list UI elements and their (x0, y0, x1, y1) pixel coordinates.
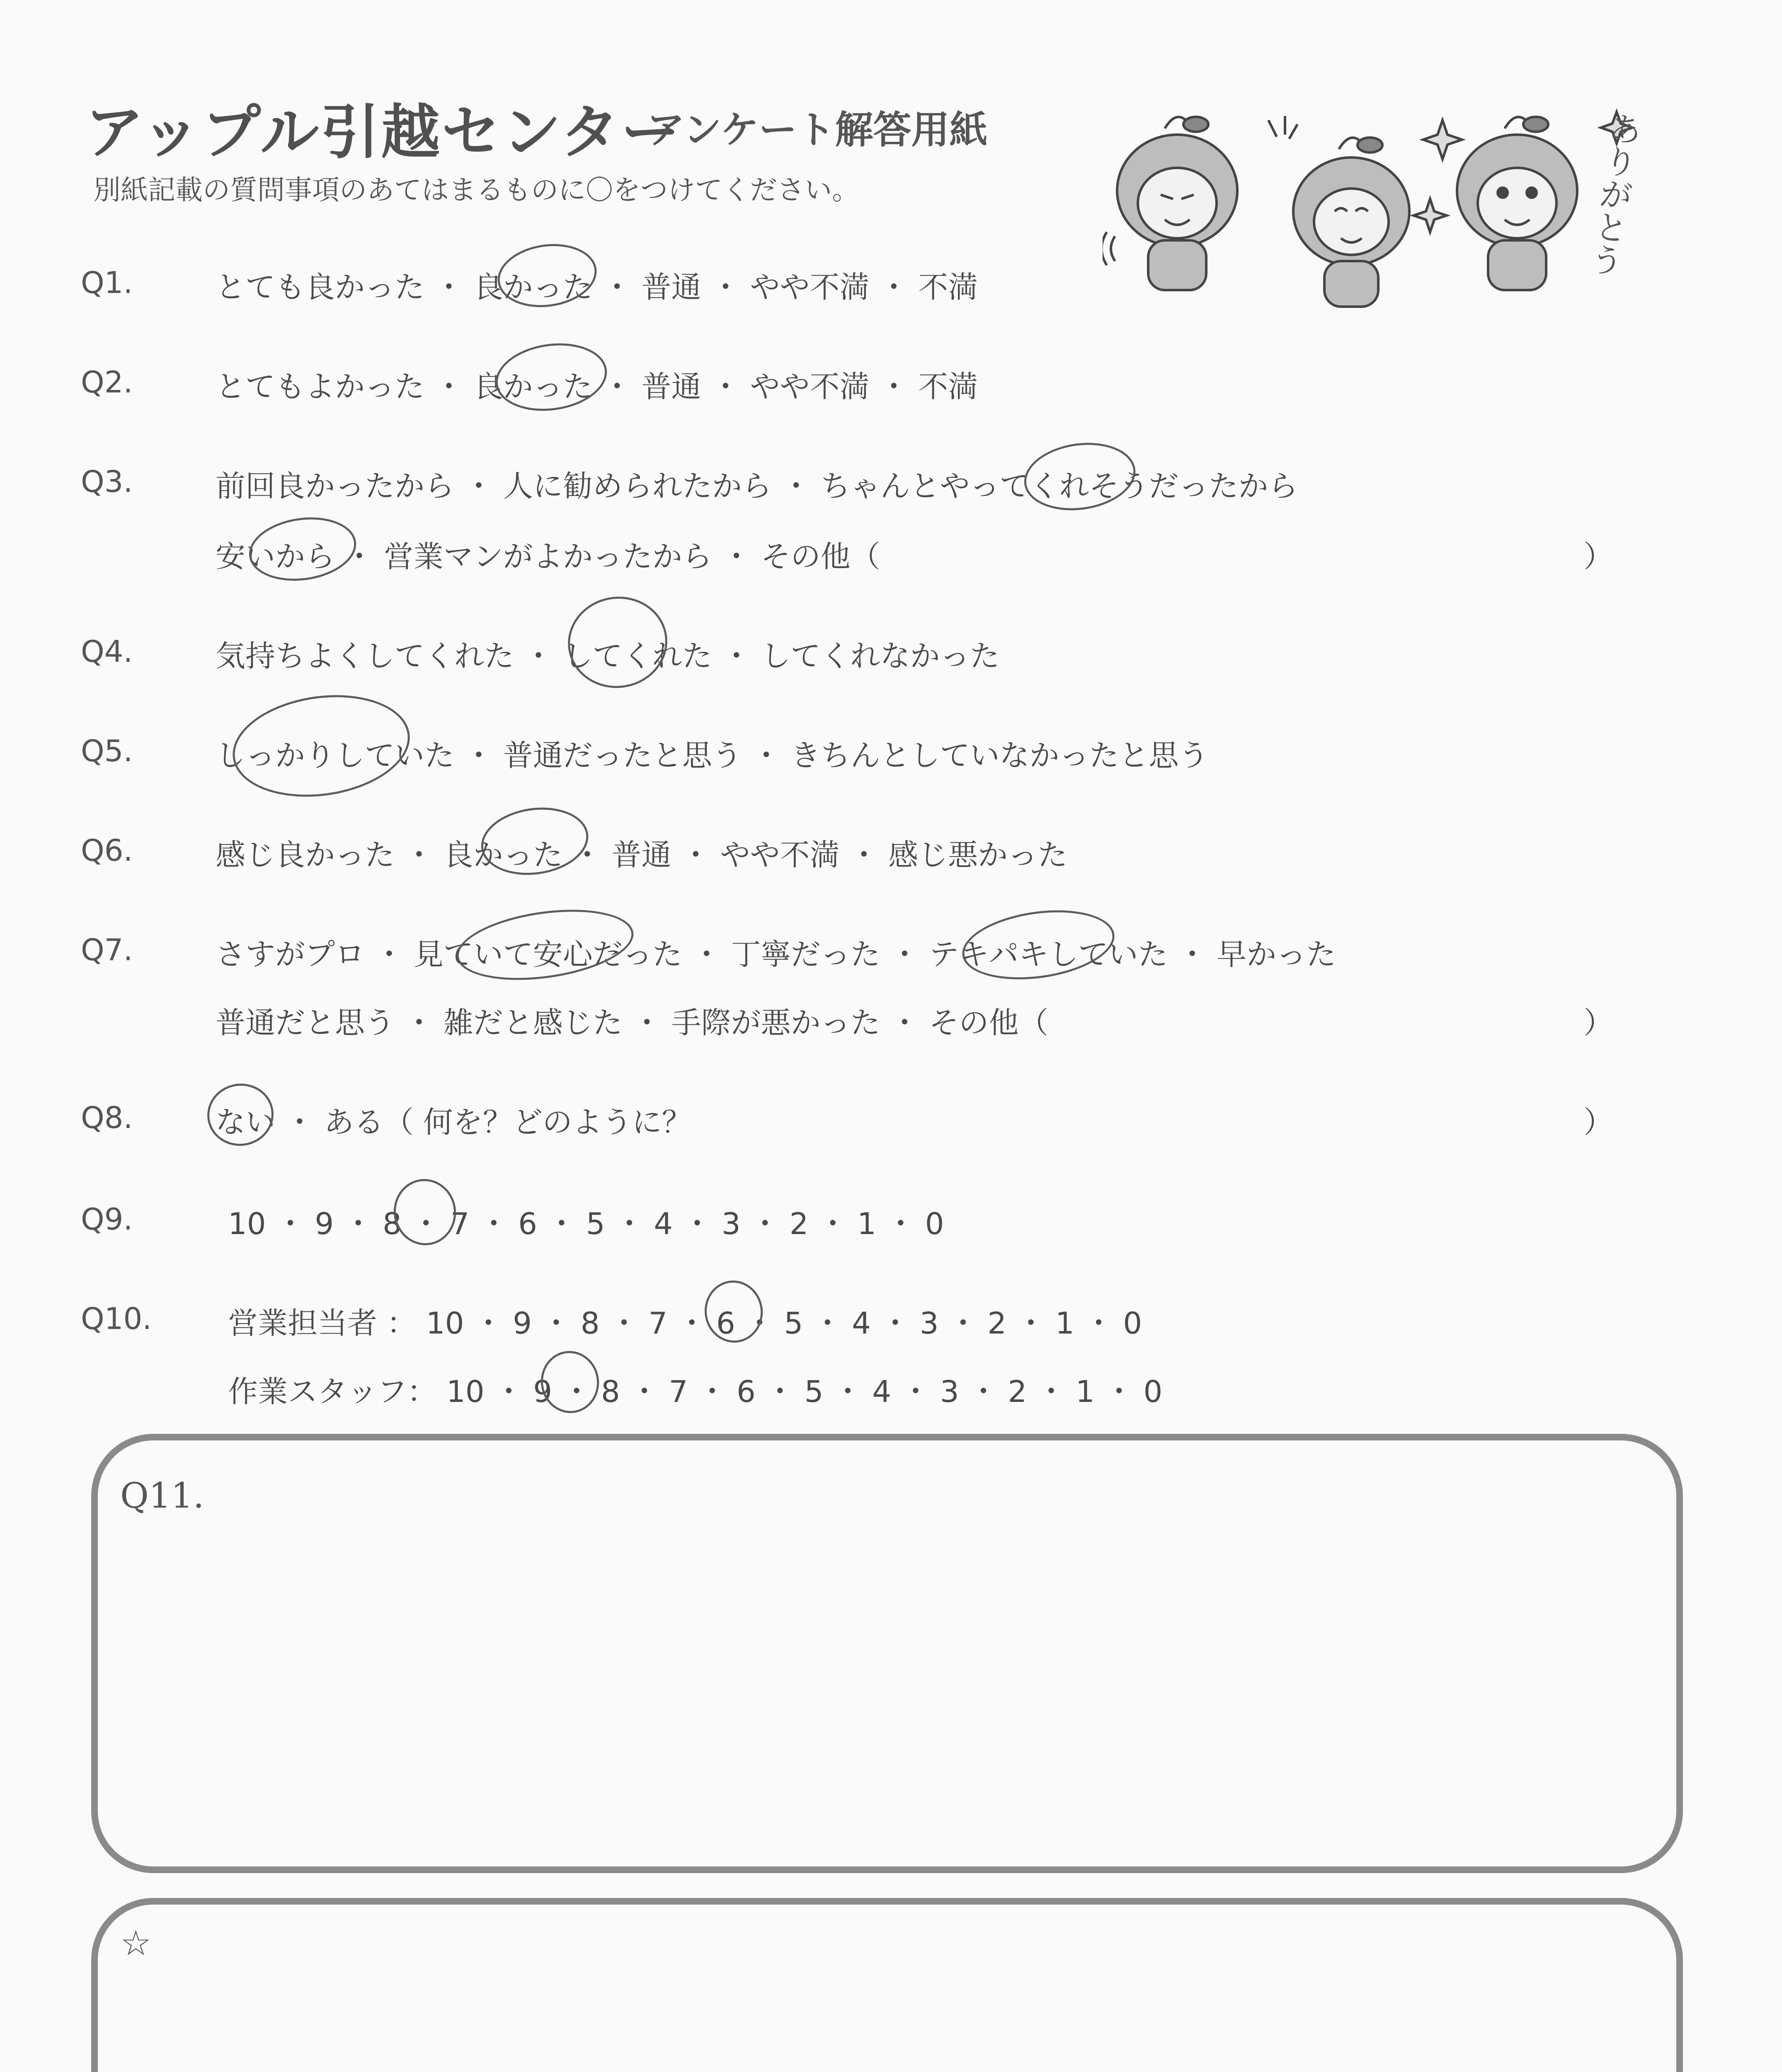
thanks-text: ありがとう (1583, 109, 1644, 279)
q10-label: Q10. (81, 1301, 152, 1336)
q7-close-paren: ） (1583, 1005, 1614, 1040)
monkey-mascot-middle (1268, 116, 1409, 307)
q9-scale[interactable]: 10 ・ 9 ・ 8 ・ 7 ・ 6 ・ 5 ・ 4 ・ 3 ・ 2 ・ 1 ・ 0 (228, 1206, 944, 1241)
q7-answer-circle-1 (452, 900, 638, 990)
q3-close-paren: ） (1583, 539, 1614, 574)
q7-label: Q7. (81, 932, 133, 967)
q8-close-paren: ） (1583, 1105, 1614, 1140)
q9-label: Q9. (81, 1202, 133, 1237)
q11-label: Q11. (120, 1475, 204, 1516)
q11-comment-box[interactable] (91, 1434, 1683, 1873)
q10-sales-scale[interactable]: 営業担当者 ： 10 ・ 9 ・ 8 ・ 7 ・ 6 ・ 5 ・ 4 ・ 3 ・ 2 ・ 1 ・ 0 (228, 1306, 1142, 1341)
q4-label: Q4. (81, 634, 133, 669)
q3-answer-circle-2 (245, 511, 360, 588)
monkey-mascot-left (1103, 117, 1237, 290)
survey-title: アップル引越センター (85, 98, 681, 167)
survey-subtitle: アンケート解答用紙 (647, 108, 988, 152)
star-comment-box[interactable] (91, 1898, 1683, 2072)
q1-label: Q1. (81, 265, 133, 300)
q3-options-line2[interactable]: 安いから ・ 営業マンがよかったから ・ その他（ (216, 539, 880, 574)
q3-label: Q3. (81, 464, 133, 499)
q3-options-line1[interactable]: 前回良かったから ・ 人に勧められたから ・ ちゃんとやってくれそうだったから (216, 469, 1298, 503)
q6-label: Q6. (81, 833, 133, 868)
q2-label: Q2. (81, 365, 133, 399)
q1-options[interactable]: とても良かった ・ 良かった ・ 普通 ・ やや不満 ・ 不満 (216, 270, 978, 305)
q7-answer-circle-2 (958, 901, 1119, 988)
q7-options-line2[interactable]: 普通だと思う ・ 雑だと感じた ・ 手際が悪かった ・ その他（ (216, 1005, 1049, 1040)
instruction-text: 別紙記載の質問事項のあてはまるものに〇をつけてください。 (93, 174, 859, 206)
q6-options[interactable]: 感じ良かった ・ 良かった ・ 普通 ・ やや不満 ・ 感じ悪かった (216, 838, 1068, 872)
star-label: ☆ (120, 1923, 152, 1963)
q10-staff-scale[interactable]: 作業スタッフ： 10 ・ 9 ・ 8 ・ 7 ・ 6 ・ 5 ・ 4 ・ 3 ・ 2 ・ 1 ・ 0 (228, 1374, 1163, 1409)
q5-options[interactable]: しっかりしていた ・ 普通だったと思う ・ きちんとしていなかったと思う (216, 738, 1209, 773)
q4-options[interactable]: 気持ちよくしてくれた ・ してくれた ・ してくれなかった (216, 639, 1000, 673)
monkey-mascots-illustration (1103, 95, 1666, 311)
q8-label: Q8. (81, 1100, 133, 1135)
q5-answer-circle (226, 684, 416, 808)
q7-options-line1[interactable]: さすがプロ ・ 見ていて安心だった ・ 丁寧だった ・ テキパキしていた ・ 早かった (216, 937, 1336, 972)
q5-label: Q5. (81, 733, 133, 768)
monkey-mascot-right (1457, 117, 1577, 290)
q8-options[interactable]: ない ・ ある（ 何を？どのように？ (216, 1105, 692, 1140)
q4-answer-circle (562, 590, 673, 694)
q2-options[interactable]: とてもよかった ・ 良かった ・ 普通 ・ やや不満 ・ 不満 (216, 369, 978, 404)
